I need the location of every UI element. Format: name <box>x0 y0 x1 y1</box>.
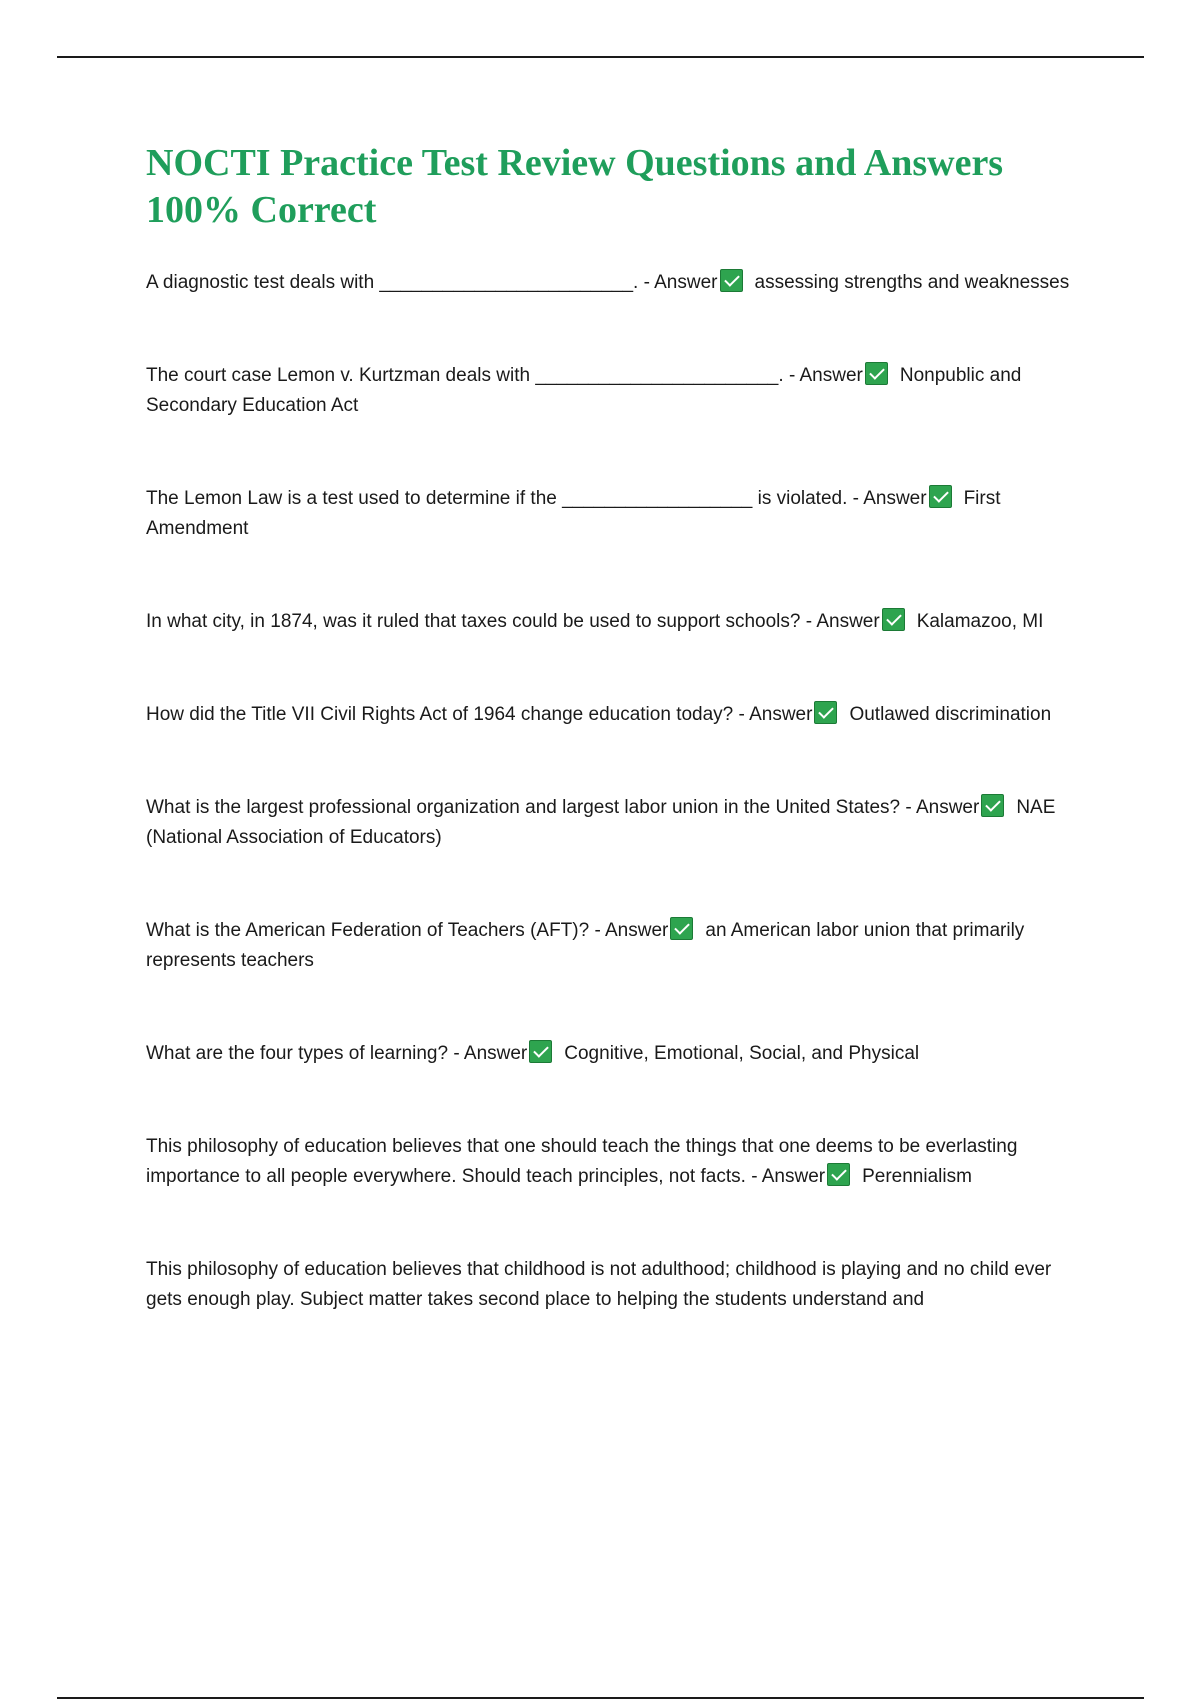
answer-text: assessing strengths and weaknesses <box>754 272 1070 293</box>
document-title: NOCTI Practice Test Review Questions and Answers 100% Correct <box>146 142 1004 231</box>
answer-text: an American labor union that primarily represents teachers <box>146 920 1025 971</box>
answer-label: - Answer <box>805 611 880 632</box>
answer-label: - Answer <box>852 488 927 509</box>
top-rule <box>57 56 1144 58</box>
qa-item-2 <box>146 361 1086 421</box>
answer-label: - Answer <box>594 920 669 941</box>
answer-label: - Answer <box>788 365 863 386</box>
question-text: What is the American Federation of Teachers (AFT)? <box>146 920 590 941</box>
bottom-rule <box>57 1697 1144 1699</box>
document-body <box>146 140 1086 1315</box>
check-mark-icon <box>882 608 905 631</box>
question-text: How did the Title VII Civil Rights Act of 1964 change education today? <box>146 704 734 725</box>
check-mark-icon <box>981 794 1004 817</box>
question-text: In what city, in 1874, was it ruled that taxes could be used to support schools? <box>146 611 801 632</box>
check-mark-icon <box>929 485 952 508</box>
question-text: This philosophy of education believes that one should teach the things that one deems to be everlasting importance to all people everywhere. Should teach principles, not facts. <box>146 1136 1018 1187</box>
qa-item-7 <box>146 916 1086 976</box>
qa-item-1 <box>146 268 1086 298</box>
qa-item-3 <box>146 484 1086 544</box>
question-text: What are the four types of learning? <box>146 1043 449 1064</box>
answer-text: NAE (National Association of Educators) <box>146 797 1056 848</box>
answer-label: - Answer <box>738 704 813 725</box>
check-mark-icon <box>670 917 693 940</box>
check-mark-icon <box>720 269 743 292</box>
qa-item-6 <box>146 793 1086 853</box>
question-text: The court case Lemon v. Kurtzman deals with _______________________. <box>146 365 784 386</box>
qa-item-4 <box>146 607 1086 637</box>
answer-text: First Amendment <box>146 488 1001 539</box>
answer-text: Perennialism <box>862 1166 972 1187</box>
answer-label: - Answer <box>905 797 980 818</box>
answer-label: - Answer <box>643 272 718 293</box>
check-mark-icon <box>827 1163 850 1186</box>
answer-label: - Answer <box>453 1043 528 1064</box>
qa-list <box>146 268 1086 1315</box>
check-mark-icon <box>814 701 837 724</box>
check-mark-icon <box>529 1040 552 1063</box>
answer-text: Outlawed discrimination <box>849 704 1052 725</box>
qa-item-9 <box>146 1132 1086 1192</box>
answer-text: Cognitive, Emotional, Social, and Physical <box>564 1043 920 1064</box>
answer-label: - Answer <box>751 1166 826 1187</box>
answer-text: Nonpublic and Secondary Education Act <box>146 365 1022 416</box>
question-text: This philosophy of education believes that childhood is not adulthood; childhood is playing and no child ever gets enough play. Subject matter takes second place to helping the students understand and <box>146 1259 1052 1310</box>
check-mark-icon <box>865 362 888 385</box>
qa-item-10-fragment <box>146 1255 1086 1315</box>
qa-item-5 <box>146 700 1086 730</box>
question-text: What is the largest professional organization and largest labor union in the United States? <box>146 797 901 818</box>
answer-text: Kalamazoo, MI <box>916 611 1044 632</box>
question-text: A diagnostic test deals with ________________________. <box>146 272 639 293</box>
question-text: The Lemon Law is a test used to determine if the __________________ is violated. <box>146 488 848 509</box>
qa-item-8 <box>146 1039 1086 1069</box>
